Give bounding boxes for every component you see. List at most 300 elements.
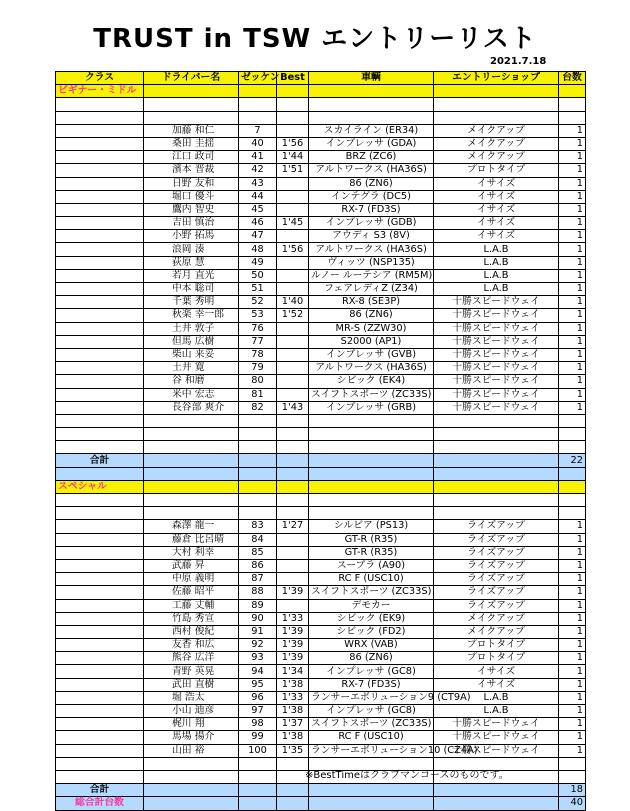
driver-cell: 中原 義明 [144,573,239,586]
section-cell [559,480,586,493]
total-cell [434,784,559,797]
count-cell: 1 [559,335,586,348]
best-cell: 1'39 [277,639,309,652]
car-cell: インプレッサ (GDB) [309,217,434,230]
number-cell: 91 [239,625,277,638]
table-row [56,546,586,559]
table-row [56,137,586,150]
count-cell: 1 [559,348,586,361]
grand-total-row [56,797,586,810]
driver-cell: 米中 宏志 [144,388,239,401]
best-cell: 1'52 [277,309,309,322]
table-row [56,217,586,230]
driver-cell: 藤倉 比呂晴 [144,533,239,546]
count-cell: 1 [559,177,586,190]
number-cell: 50 [239,269,277,282]
best-cell: 1'37 [277,718,309,731]
blank-cell [309,441,434,454]
blank-cell [144,467,239,480]
best-cell [277,322,309,335]
number-cell: 83 [239,520,277,533]
best-cell: 1'33 [277,691,309,704]
blank-cell [144,770,239,783]
driver-cell: 友香 和広 [144,639,239,652]
shop-cell: 十勝スピードウェイ [434,322,559,335]
section-label: ビギナー・ミドル [56,85,144,98]
count-cell: 1 [559,401,586,414]
blank-cell [309,98,434,111]
table-row [56,164,586,177]
driver-cell: 柴山 来妥 [144,348,239,361]
best-cell [277,269,309,282]
driver-cell: 日野 友和 [144,177,239,190]
blank-cell [239,414,277,427]
car-cell: 86 (ZN6) [309,177,434,190]
class-cell [56,230,144,243]
driver-cell: 馬場 揚介 [144,731,239,744]
best-cell: 1'39 [277,586,309,599]
shop-cell: ライズアップ [434,559,559,572]
grand-total-cell [434,797,559,810]
number-cell: 77 [239,335,277,348]
driver-cell: 武藤 昇 [144,559,239,572]
table-row [56,375,586,388]
class-cell [56,586,144,599]
shop-cell: 十勝スピードウェイ [434,401,559,414]
blank-cell [277,494,309,507]
number-cell: 46 [239,217,277,230]
count-cell: 1 [559,203,586,216]
count-cell: 1 [559,190,586,203]
shop-cell: ライズアップ [434,573,559,586]
table-row [56,256,586,269]
driver-cell: 工藤 丈輔 [144,599,239,612]
driver-cell: 堀 浩太 [144,691,239,704]
driver-cell: 但馬 広樹 [144,335,239,348]
blank-cell [277,507,309,520]
shop-cell: 十勝スピードウェイ [434,348,559,361]
number-cell: 92 [239,639,277,652]
class-cell [56,731,144,744]
car-cell: スイフトスポーツ (ZC33S) [309,388,434,401]
total-row [56,454,586,467]
header-count: 台数 [559,72,586,85]
table-row [56,731,586,744]
section-cell [434,480,559,493]
best-cell: 1'38 [277,731,309,744]
class-cell [56,520,144,533]
table-row [56,243,586,256]
car-cell: GT-R (R35) [309,533,434,546]
blank-cell [309,507,434,520]
car-cell: シルビア (PS13) [309,520,434,533]
table-row [56,705,586,718]
count-cell: 1 [559,137,586,150]
shop-cell: 十勝スピードウェイ [434,375,559,388]
shop-cell: イサイズ [434,203,559,216]
number-cell: 97 [239,705,277,718]
count-cell: 1 [559,164,586,177]
driver-cell: 青野 英晃 [144,665,239,678]
count-cell: 1 [559,269,586,282]
blank-cell [559,467,586,480]
best-cell: 1'51 [277,164,309,177]
blank-cell [239,98,277,111]
class-cell [56,375,144,388]
class-cell [56,190,144,203]
number-cell: 41 [239,151,277,164]
blank-cell [434,441,559,454]
best-cell [277,388,309,401]
class-cell [56,652,144,665]
shop-cell: イサイズ [434,190,559,203]
car-cell: アルトワークス (HA36S) [309,164,434,177]
number-cell: 47 [239,230,277,243]
car-cell: WRX (VAB) [309,639,434,652]
blank-cell [434,467,559,480]
blank-cell [434,428,559,441]
shop-cell: ライズアップ [434,599,559,612]
best-cell: 1'33 [277,612,309,625]
class-cell [56,309,144,322]
blank-cell [309,111,434,124]
table-row [56,678,586,691]
shop-cell: ライズアップ [434,533,559,546]
best-cell: 1'56 [277,137,309,150]
blank-cell [559,111,586,124]
blank-cell [277,111,309,124]
class-cell [56,705,144,718]
blank-cell [56,507,144,520]
number-cell: 43 [239,177,277,190]
number-cell: 49 [239,256,277,269]
car-cell: デモカー [309,599,434,612]
shop-cell: L.A.B [434,243,559,256]
driver-cell: 佐藤 昭平 [144,586,239,599]
car-cell: インプレッサ (GC8) [309,665,434,678]
class-cell [56,691,144,704]
best-cell [277,573,309,586]
class-cell [56,718,144,731]
number-cell: 89 [239,599,277,612]
number-cell: 42 [239,164,277,177]
class-cell [56,256,144,269]
car-cell: BRZ (ZC6) [309,151,434,164]
count-cell: 1 [559,625,586,638]
best-cell [277,546,309,559]
blank-cell [239,507,277,520]
blank-cell [277,98,309,111]
total-cell [239,784,277,797]
table-row [56,559,586,572]
driver-cell: 西村 俊紀 [144,625,239,638]
count-cell: 1 [559,718,586,731]
blank-cell [56,757,144,770]
car-cell: フェアレディZ (Z34) [309,283,434,296]
section-row [56,480,586,493]
class-cell [56,151,144,164]
blank-cell [239,770,277,783]
section-cell [239,480,277,493]
grand-total-cell [239,797,277,810]
number-cell: 94 [239,665,277,678]
shop-cell: プロトタイプ [434,639,559,652]
table-row [56,625,586,638]
table-row [56,309,586,322]
count-cell: 1 [559,217,586,230]
number-cell: 40 [239,137,277,150]
class-cell [56,177,144,190]
count-cell: 1 [559,243,586,256]
car-cell: シビック (EK9) [309,612,434,625]
number-cell: 52 [239,296,277,309]
number-cell: 99 [239,731,277,744]
blank-cell [559,757,586,770]
car-cell: 86 (ZN6) [309,309,434,322]
section-cell [309,85,434,98]
count-cell: 1 [559,388,586,401]
blank-row [56,111,586,124]
header-car: 車輌 [309,72,434,85]
table-row [56,612,586,625]
car-cell: スイフトスポーツ (ZC33S) [309,718,434,731]
grand-total-cell [309,797,434,810]
count-cell: 1 [559,573,586,586]
class-cell [56,217,144,230]
driver-cell: 若月 直光 [144,269,239,282]
blank-cell [144,111,239,124]
blank-cell [309,494,434,507]
blank-row [56,467,586,480]
blank-cell [309,414,434,427]
section-cell [559,85,586,98]
best-cell: 1'44 [277,151,309,164]
shop-cell: 十勝スピードウェイ [434,296,559,309]
car-cell: GT-R (R35) [309,546,434,559]
shop-cell: メイクアップ [434,625,559,638]
class-cell [56,559,144,572]
number-cell: 76 [239,322,277,335]
shop-cell: メイクアップ [434,137,559,150]
car-cell: RX-7 (FD3S) [309,203,434,216]
blank-cell [559,770,586,783]
class-cell [56,639,144,652]
class-cell [56,124,144,137]
shop-cell: L.A.B [434,283,559,296]
best-cell: 1'38 [277,678,309,691]
number-cell: 87 [239,573,277,586]
header-number: ゼッケン [239,72,277,85]
table-row [56,177,586,190]
car-cell: インプレッサ (GDA) [309,137,434,150]
header-shop: エントリーショップ [434,72,559,85]
shop-cell: L.A.B [434,691,559,704]
count-cell: 1 [559,652,586,665]
class-cell [56,335,144,348]
blank-row [56,428,586,441]
best-cell [277,362,309,375]
class-cell [56,678,144,691]
class-cell [56,164,144,177]
shop-cell: メイクアップ [434,151,559,164]
blank-cell [559,507,586,520]
blank-cell [559,441,586,454]
class-cell [56,625,144,638]
total-cell [277,454,309,467]
grand-total-cell [277,797,309,810]
count-cell: 1 [559,559,586,572]
table-row [56,665,586,678]
header-driver: ドライバー名 [144,72,239,85]
table-row [56,520,586,533]
best-cell: 1'39 [277,652,309,665]
best-cell [277,348,309,361]
driver-cell: 荻原 慧 [144,256,239,269]
blank-cell [277,441,309,454]
number-cell: 81 [239,388,277,401]
count-cell: 1 [559,309,586,322]
section-cell [144,480,239,493]
blank-cell [56,467,144,480]
driver-cell: 土井 敦子 [144,322,239,335]
blank-cell [559,414,586,427]
blank-cell [144,494,239,507]
blank-cell [144,507,239,520]
number-cell: 51 [239,283,277,296]
driver-cell: 山田 裕 [144,744,239,757]
total-count: 18 [559,784,586,797]
best-cell: 1'39 [277,625,309,638]
best-cell: 1'35 [277,744,309,757]
best-cell [277,599,309,612]
class-cell [56,546,144,559]
blank-cell [56,428,144,441]
shop-cell: 十勝スピードウェイ [434,718,559,731]
blank-cell [434,111,559,124]
class-cell [56,283,144,296]
blank-row [56,494,586,507]
count-cell: 1 [559,296,586,309]
section-cell [239,85,277,98]
table-row [56,533,586,546]
header-row [56,72,586,85]
number-cell: 86 [239,559,277,572]
date-label: 2021.7.18 [490,56,547,67]
table-row [56,388,586,401]
driver-cell: 吉田 慎治 [144,217,239,230]
table-row [56,744,586,757]
car-cell: インプレッサ (GC8) [309,705,434,718]
car-cell: S2000 (AP1) [309,335,434,348]
count-cell: 1 [559,520,586,533]
shop-cell: イサイズ [434,217,559,230]
class-cell [56,599,144,612]
number-cell: 82 [239,401,277,414]
car-cell: アルトワークス (HA36S) [309,243,434,256]
shop-cell: 十勝スピードウェイ [434,335,559,348]
best-cell [277,124,309,137]
table-row [56,269,586,282]
driver-cell: 鷹内 智史 [144,203,239,216]
car-cell: スカイライン (ER34) [309,124,434,137]
shop-cell: プロトタイプ [434,164,559,177]
count-cell: 1 [559,731,586,744]
car-cell: RC F (USC10) [309,573,434,586]
class-cell [56,243,144,256]
number-cell: 79 [239,362,277,375]
shop-cell: 十勝スピードウェイ [434,362,559,375]
best-cell: 1'38 [277,705,309,718]
driver-cell: 熊谷 広洋 [144,652,239,665]
shop-cell: L.A.B [434,256,559,269]
count-cell: 1 [559,691,586,704]
table-row [56,230,586,243]
table-row [56,401,586,414]
blank-cell [277,414,309,427]
blank-cell [144,414,239,427]
blank-cell [434,507,559,520]
blank-cell [239,441,277,454]
table-row [56,599,586,612]
table-row [56,203,586,216]
number-cell: 90 [239,612,277,625]
table-row [56,573,586,586]
table-row [56,335,586,348]
total-cell [144,784,239,797]
count-cell: 1 [559,533,586,546]
number-cell: 48 [239,243,277,256]
number-cell: 45 [239,203,277,216]
blank-cell [309,467,434,480]
best-cell: 1'40 [277,296,309,309]
car-cell: 86 (ZN6) [309,652,434,665]
total-cell [277,784,309,797]
best-cell: 1'43 [277,401,309,414]
header-best: Best [277,72,309,85]
shop-cell: 十勝スピードウェイ [434,309,559,322]
blank-cell [277,770,309,783]
count-cell: 1 [559,362,586,375]
blank-row [56,98,586,111]
driver-cell: 長谷部 爽介 [144,401,239,414]
car-cell: MR-S (ZZW30) [309,322,434,335]
class-cell [56,401,144,414]
blank-cell [239,111,277,124]
number-cell: 93 [239,652,277,665]
count-cell: 1 [559,639,586,652]
class-cell [56,348,144,361]
count-cell: 1 [559,599,586,612]
shop-cell: イサイズ [434,177,559,190]
count-cell: 1 [559,375,586,388]
best-cell [277,283,309,296]
grand-total-label: 総合計台数 [56,797,144,810]
blank-cell [559,494,586,507]
blank-cell [144,757,239,770]
blank-cell [56,770,144,783]
shop-cell: L.A.B [434,705,559,718]
table-row [56,151,586,164]
table-row [56,652,586,665]
blank-cell [144,98,239,111]
number-cell: 44 [239,190,277,203]
class-cell [56,533,144,546]
table-row [56,322,586,335]
count-cell: 1 [559,665,586,678]
car-cell: ランサーエボリューション10 (CZ4A) [309,744,434,757]
total-cell [239,454,277,467]
blank-row [56,507,586,520]
